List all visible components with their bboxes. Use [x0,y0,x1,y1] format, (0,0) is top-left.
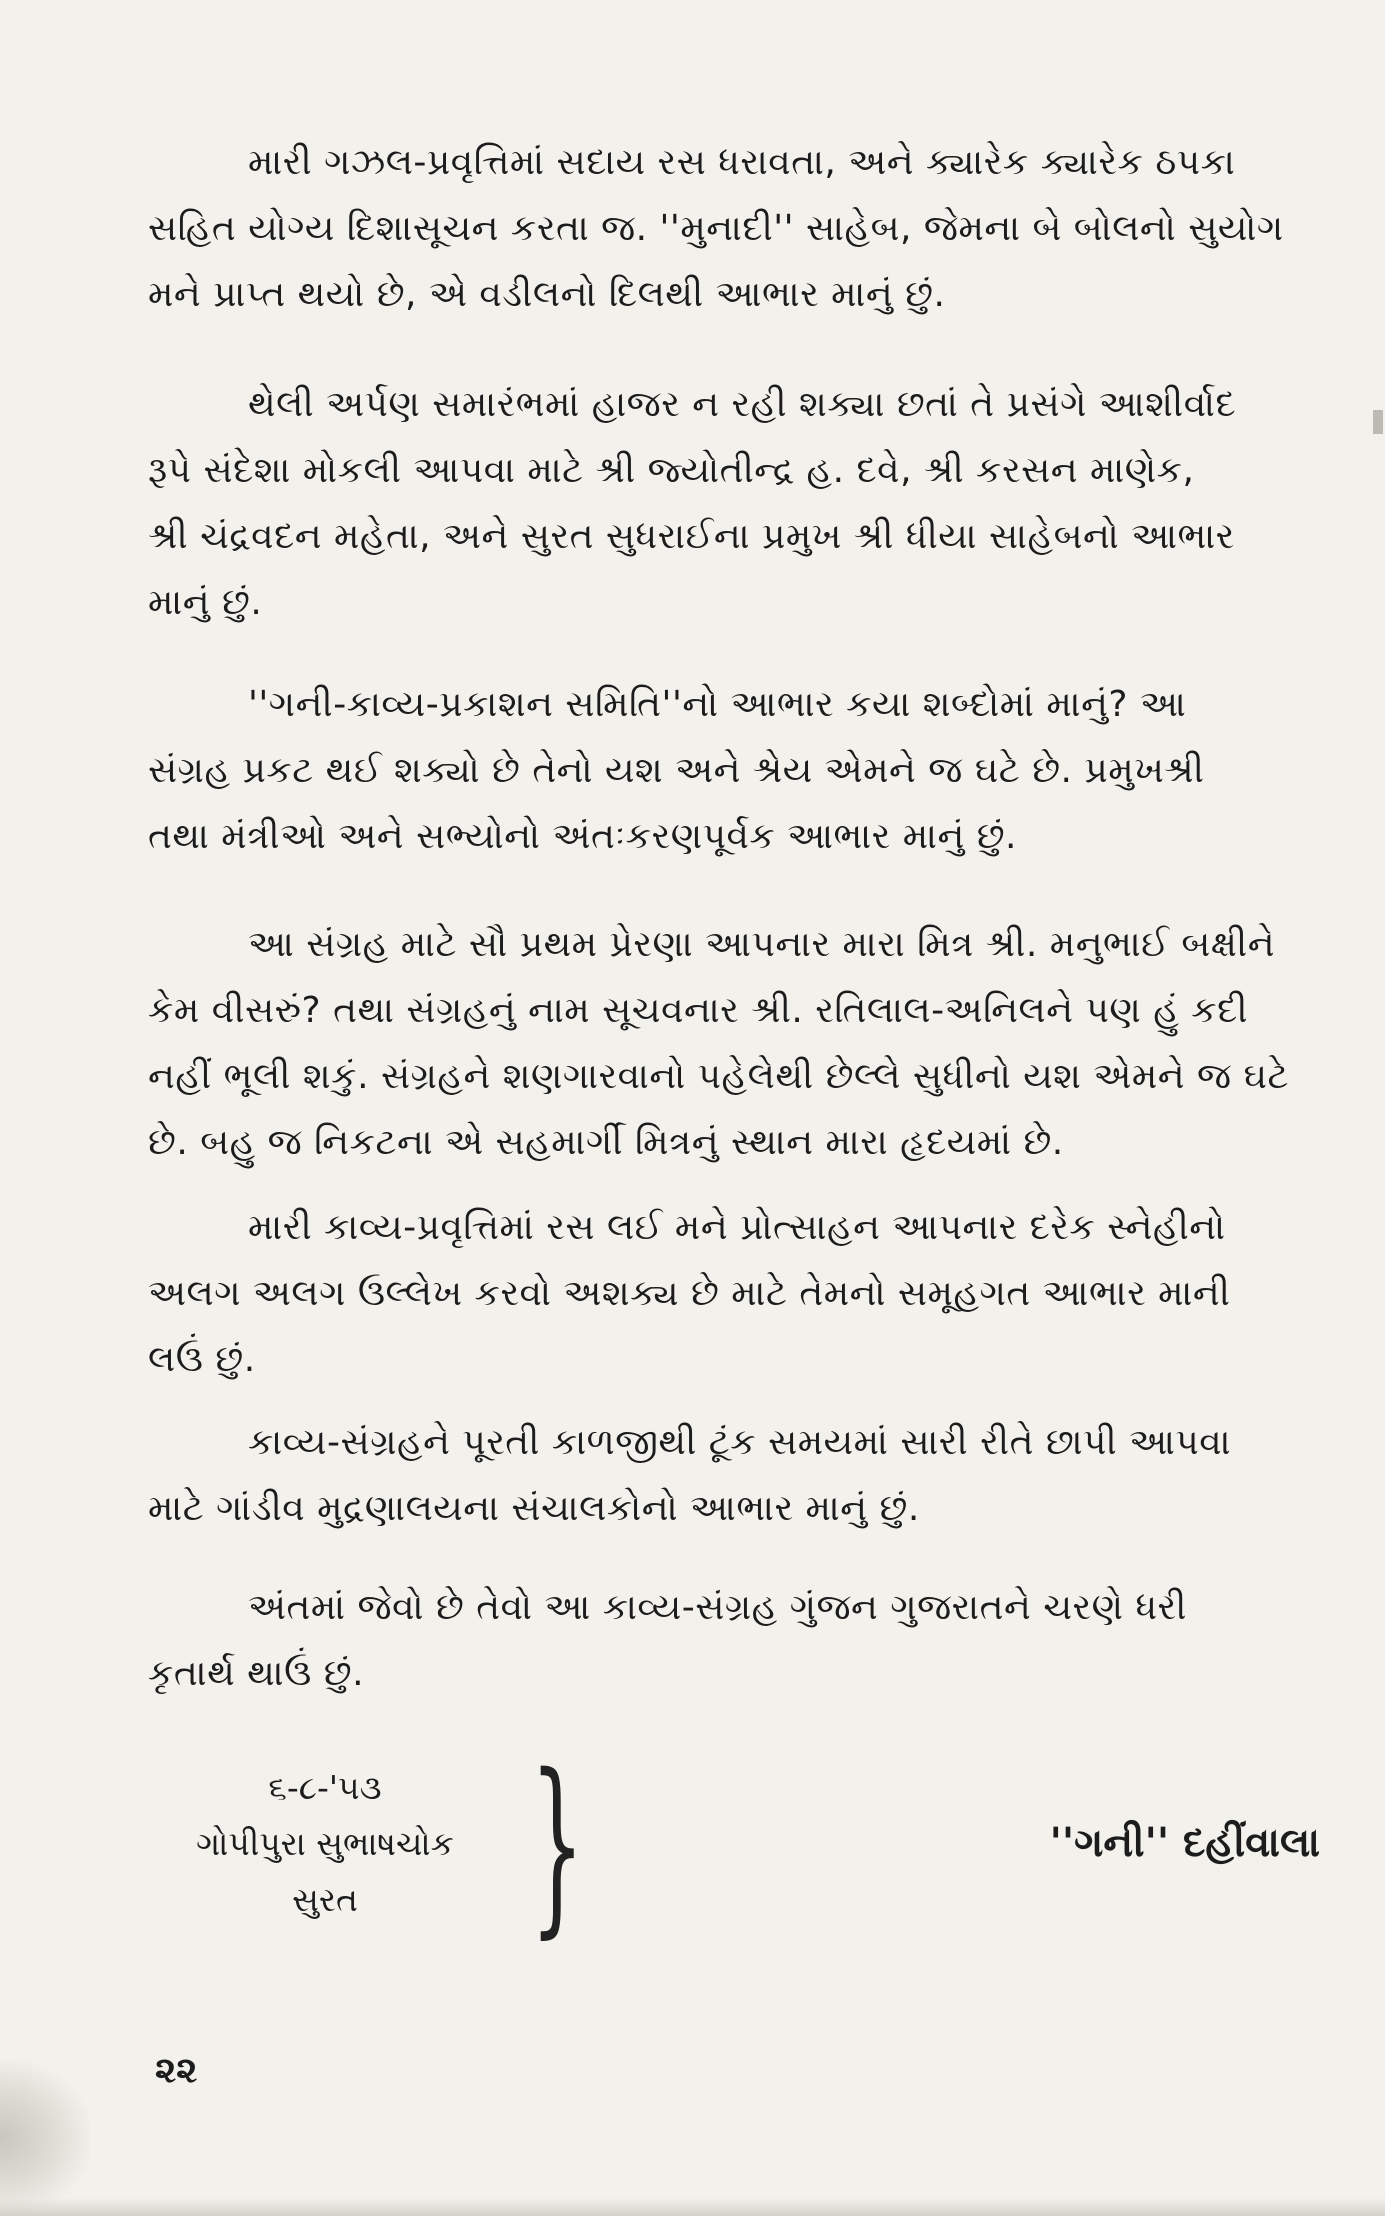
curly-brace: } [530,1734,585,1955]
text-line: તથા મંત્રીઓ અને સભ્યોનો અંતઃકરણપૂર્વક આભાર માનું છું. [148,816,1017,857]
text-line: કાવ્ય-સંગ્રહને પૂરતી કાળજીથી ટૂંક સમયમાં સારી રીતે છાપી આપવા [248,1422,1232,1463]
page-bottom-shadow [0,2198,1385,2216]
acknowledgement-paragraph-7 [148,1575,1328,1707]
text-line: થેલી અર્પણ સમારંભમાં હાજર ન રહી શક્યા છતાં તે પ્રસંગે આશીર્વાદ [248,384,1237,425]
acknowledgement-paragraph-4 [148,912,1328,1176]
text-line: અંતમાં જેવો છે તેવો આ કાવ્ય-સંગ્રહ ગુંજન ગુજરાતને ચરણે ધરી [248,1587,1187,1628]
signoff [120,1734,1320,1970]
text-line: મને પ્રાપ્ત થયો છે, એ વડીલનો દિલથી આભાર માનું છું. [148,274,946,315]
text-line: કૃતાર્થ થાઉં છું. [148,1653,365,1694]
text-line: માટે ગાંડીવ મુદ્રણાલયના સંચાલકોનો આભાર માનું છું. [148,1488,920,1529]
text-line: લઉં છું. [148,1339,256,1380]
text-line: આ સંગ્રહ માટે સૌ પ્રથમ પ્રેરણા આપનાર મારા મિત્ર શ્રી. મનુભાઈ બક્ષીને [248,924,1276,965]
text-line: કેમ વીસરું? તથા સંગ્રહનું નામ સૂચવનાર શ્રી. રતિલાલ-અનિલને પણ હું કદી [148,990,1249,1031]
text-line: ''ગની-કાવ્ય-પ્રકાશન સમિતિ''નો આભાર કયા શબ્દોમાં માનું? આ [248,684,1187,725]
acknowledgement-paragraph-1 [148,130,1328,328]
acknowledgement-paragraph-2 [148,372,1328,636]
author-signature: ''ગની'' દહીંવાલા [1049,1820,1320,1866]
text-line: રૂપે સંદેશા મોકલી આપવા માટે શ્રી જ્યોતીન્દ્ર હ. દવે, શ્રી કરસન માણેક, [148,450,1195,491]
text-line: મારી ગઝલ-પ્રવૃત્તિમાં સદાય રસ ધરાવતા, અને ક્યારેક ક્યારેક ઠપકા [248,142,1236,183]
address-line: ગોપીપુરા સુભાષચોક [196,1824,454,1863]
acknowledgement-paragraph-3 [148,672,1328,870]
text-line: સહિત યોગ્ય દિશાસૂચન કરતા જ. ''મુનાદી'' સાહેબ, જેમના બે બોલનો સુયોગ [148,208,1284,249]
acknowledgement-paragraph-5 [148,1195,1328,1393]
text-line: સંગ્રહ પ્રકટ થઈ શક્યો છે તેનો યશ અને શ્રેય એમને જ ઘટે છે. પ્રમુખશ્રી [148,750,1205,791]
city: સુરત [292,1880,358,1919]
date: ૬-૮-'૫૩ [268,1768,382,1807]
text-line: અલગ અલગ ઉલ્લેખ કરવો અશક્ય છે માટે તેમનો સમૂહગત આભાર માની [148,1273,1231,1314]
page-number: ૨૨ [155,2050,198,2091]
binding-mark [1373,410,1383,434]
text-line: નહીં ભૂલી શકું. સંગ્રહને શણગારવાનો પહેલેથી છેલ્લે સુધીનો યશ એમને જ ઘટે [148,1056,1289,1097]
text-line: શ્રી ચંદ્રવદન મહેતા, અને સુરત સુધરાઈના પ્રમુખ શ્રી ધીયા સાહેબનો આભાર [148,516,1235,557]
text-line: છે. બહુ જ નિકટના એ સહમાર્ગી મિત્રનું સ્થાન મારા હૃદયમાં છે. [148,1122,1064,1163]
text-line: માનું છું. [148,582,263,623]
date-place-block [140,1760,510,1928]
page-edge-shadow [0,2060,90,2216]
acknowledgement-paragraph-6 [148,1410,1328,1542]
text-line: મારી કાવ્ય-પ્રવૃત્તિમાં રસ લઈ મને પ્રોત્સાહન આપનાર દરેક સ્નેહીનો [248,1207,1226,1248]
